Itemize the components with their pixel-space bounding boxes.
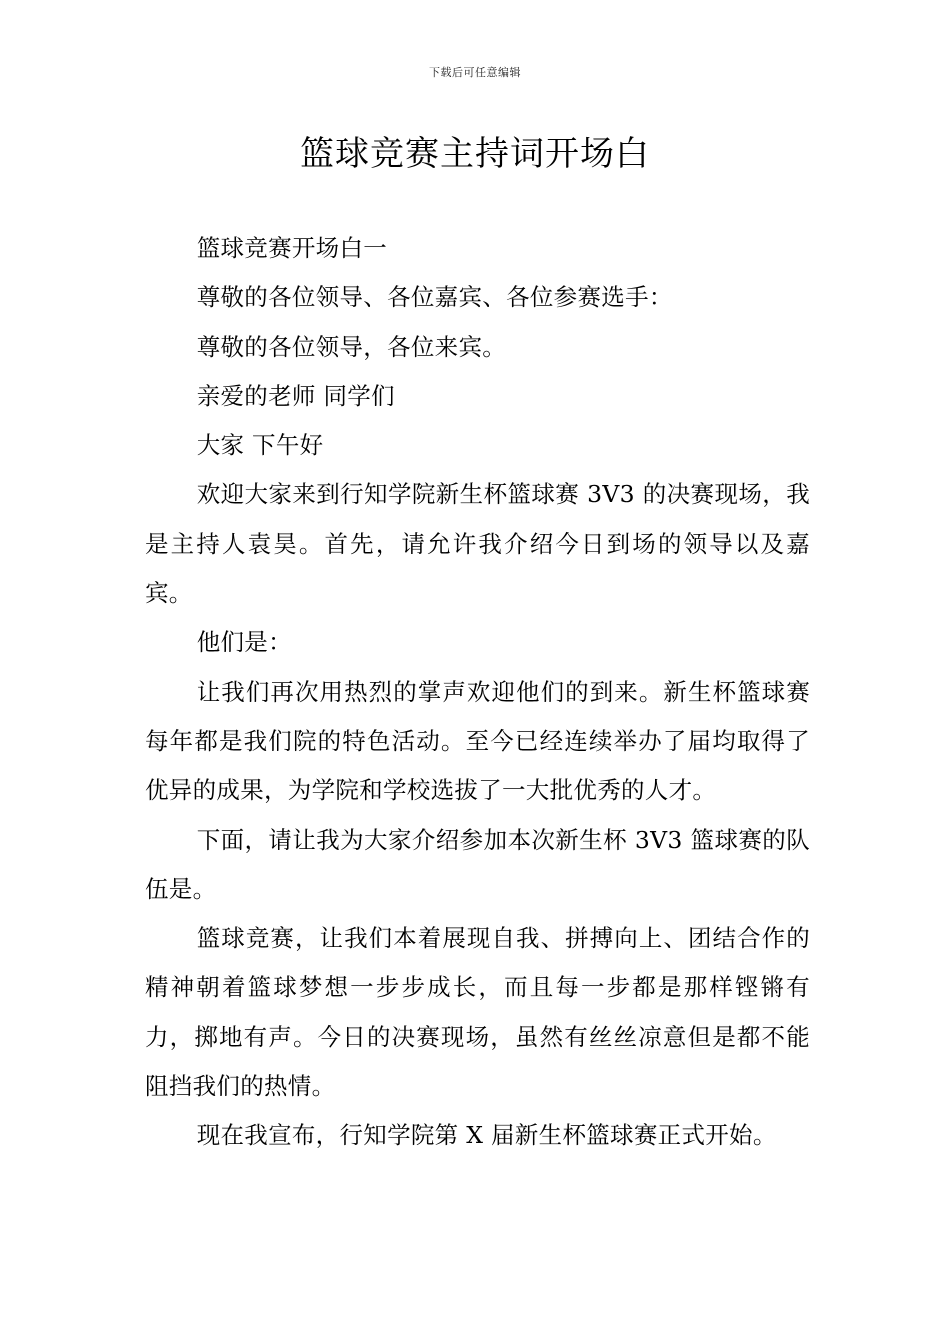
- paragraph-spirit: 篮球竞赛，让我们本着展现自我、拼搏向上、团结合作的精神朝着篮球梦想一步步成长，而且每一步都是那样铿锵有力，掷地有声。今日的决赛现场，虽然有丝丝凉意但是都不能阻挡我们的热情。: [145, 924, 810, 1101]
- paragraph-applause: 让我们再次用热烈的掌声欢迎他们的到来。新生杯篮球赛每年都是我们院的特色活动。至今已经连续举办了届均取得了优异的成果，为学院和学校选拔了一大批优秀的人才。: [145, 677, 810, 805]
- paragraph-greeting-1: 尊敬的各位领导、各位嘉宾、各位参赛选手：: [196, 283, 673, 312]
- paragraph-teams: 下面，请让我为大家介绍参加本次新生杯 3V3 篮球赛的队伍是。: [145, 825, 810, 903]
- paragraph-welcome: 欢迎大家来到行知学院新生杯篮球赛 3V3 的决赛现场，我是主持人袁昊。首先，请允许我介绍今日到场的领导以及嘉宾。: [145, 480, 810, 608]
- paragraph-greeting-4: 大家 下午好: [196, 431, 324, 460]
- document-title: 篮球竞赛主持词开场白: [300, 134, 650, 174]
- paragraph-greeting-2: 尊敬的各位领导，各位来宾。: [196, 332, 507, 361]
- paragraph-guests: 他们是：: [196, 628, 292, 657]
- paragraph-heading: 篮球竞赛开场白一: [196, 234, 388, 262]
- paragraph-opening: 现在我宣布，行知学院第 X 届新生杯篮球赛正式开始。: [196, 1121, 777, 1150]
- document-body: [145, 224, 810, 1161]
- paragraph-greeting-3: 亲爱的老师 同学们: [196, 381, 395, 410]
- header-note: 下载后可任意编辑: [429, 66, 521, 79]
